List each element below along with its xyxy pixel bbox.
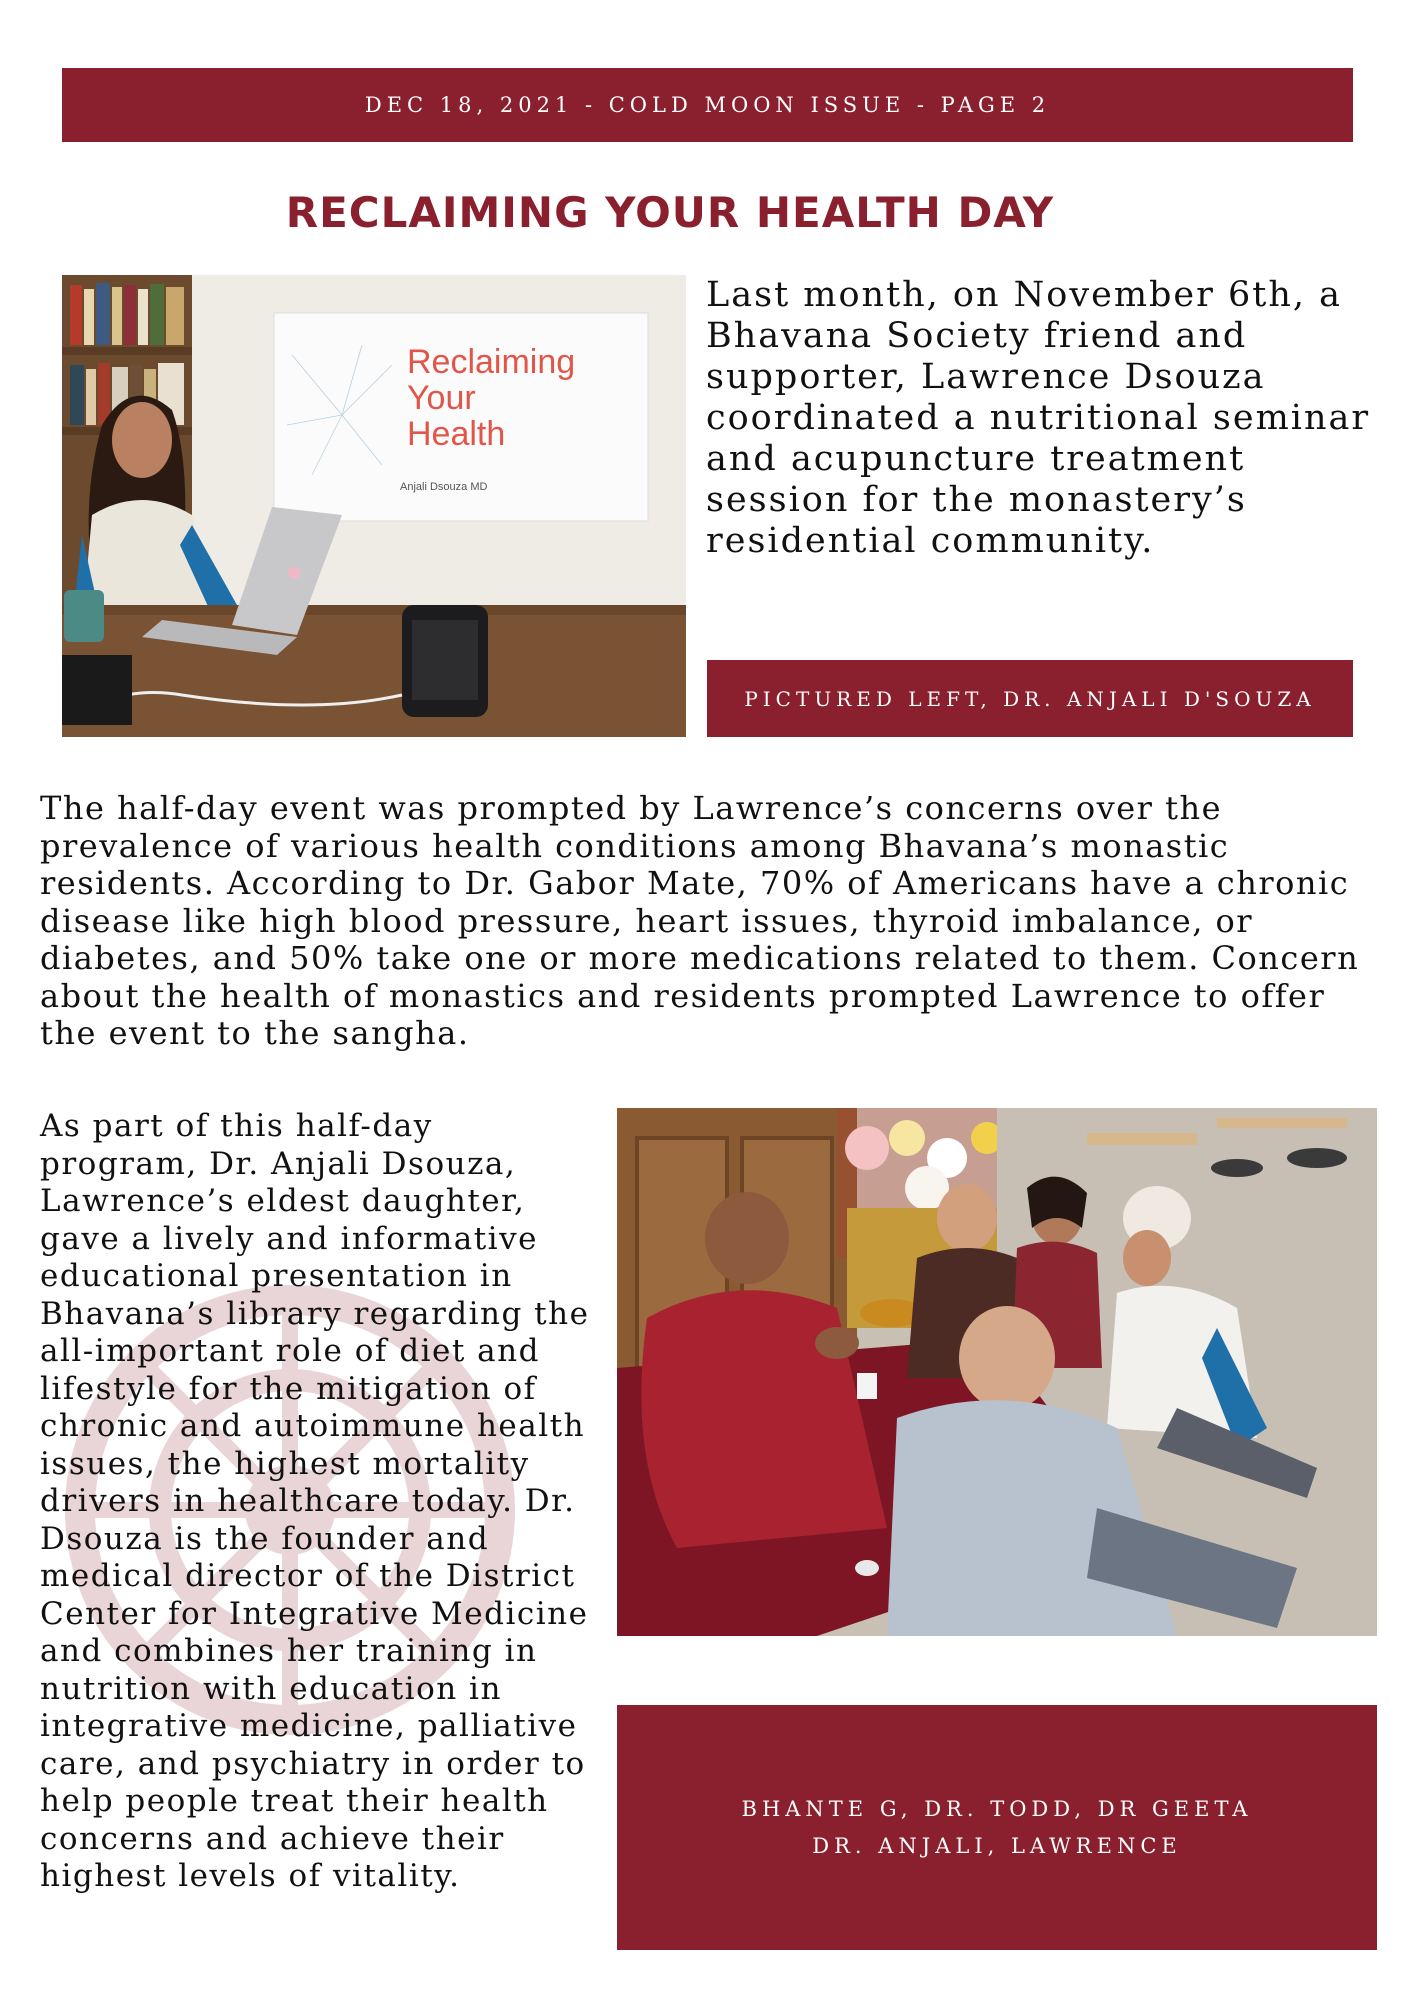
slide-title-line3: Health: [407, 415, 506, 453]
photo1-caption-band: [707, 660, 1353, 737]
issue-line: DEC 18, 2021 - COLD MOON ISSUE - PAGE 2: [364, 93, 1051, 117]
photo1-caption: PICTURED LEFT, DR. ANJALI D'SOUZA: [744, 686, 1316, 711]
photo2-caption-line1: BHANTE G, DR. TODD, DR GEETA: [741, 1796, 1253, 1821]
presenter-photo: [62, 275, 686, 737]
group-photo-illustration: [617, 1108, 1377, 1636]
intro-text: Last month, on November 6th, a Bhavana Society friend and supporter, Lawrence Dsouza coordinated a nutritional seminar and acupuncture treatment session for the monastery’s residential community.: [706, 275, 1371, 561]
photo2-caption-band: [617, 1705, 1377, 1950]
slide-author: Anjali Dsouza MD: [400, 481, 488, 493]
body-paragraph-1: The half-day event was prompted by Lawrence’s concerns over the prevalence of various health conditions among Bhavana’s monastic residents. According to Dr. Gabor Mate, 70% of Americans have a chronic disease like high blood pressure, heart issues, thyroid imbalance, or diabetes, and 50% take one or more medications related to them. Concern about the health of monastics and residents prompted Lawrence to offer the event to the sangha.: [40, 789, 1360, 1052]
slide-title-line1: Reclaiming: [407, 343, 576, 381]
issue-header-band: [62, 68, 1353, 142]
presenter-photo-illustration: [62, 275, 686, 737]
photo2-caption-line2: DR. ANJALI, LAWRENCE: [812, 1833, 1182, 1858]
group-photo: [617, 1108, 1377, 1636]
slide-title-line2: Your: [407, 379, 476, 417]
article-title: RECLAIMING YOUR HEALTH DAY: [285, 188, 1055, 237]
body-paragraph-2: As part of this half-day program, Dr. Anjali Dsouza, Lawrence’s eldest daughter, gave a lively and informative educational presentation in Bhavana’s library regarding the all-important role of diet and lifestyle for the mitigation of chronic and autoimmune health issues, the highest mortality drivers in healthcare today. Dr. Dsouza is the founder and medical director of the District Center for Integrative Medicine and combines her training in nutrition with education in integrative medicine, palliative care, and psychiatry in order to help people treat their health concerns and achieve their highest levels of vitality.: [40, 1108, 590, 1894]
